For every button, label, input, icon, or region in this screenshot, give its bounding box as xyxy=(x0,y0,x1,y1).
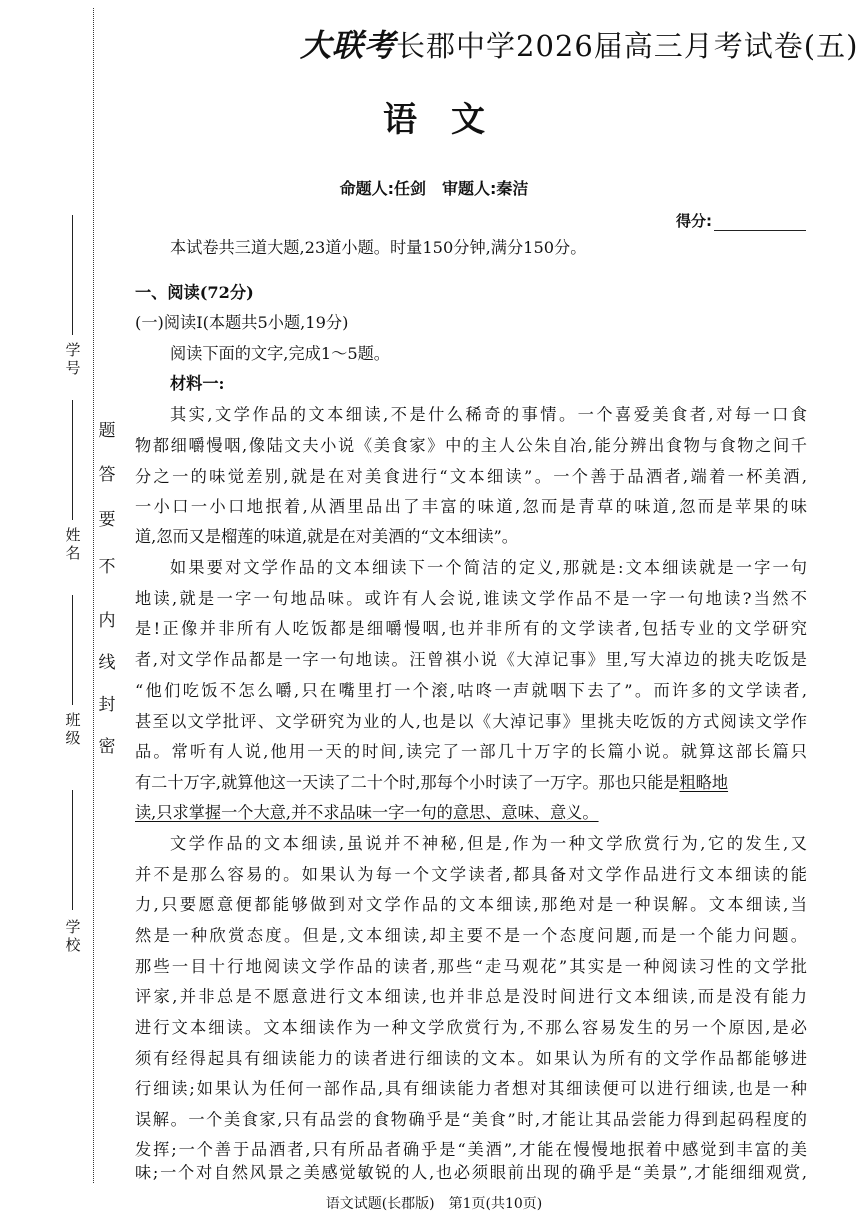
student-id-blank xyxy=(72,215,73,335)
school-blank xyxy=(72,790,73,910)
brand-logo: 大联考 xyxy=(300,28,396,64)
school-field xyxy=(62,790,84,970)
paragraph-line: 道,忽而又是榴莲的味道,就是在对美酒的“文本细读”。 xyxy=(135,527,518,546)
school-label: 学校 xyxy=(65,918,81,954)
underlined-text: 粗略地 xyxy=(679,773,729,792)
paragraph-line: 误解。一个美食家,只有品尝的食物确乎是“美食”时,才能让其品尝能力得到起码程度的 xyxy=(135,1110,807,1129)
score-box xyxy=(676,210,806,231)
paragraph-line: 其实,文学作品的文本细读,不是什么稀奇的事情。一个喜爱美食者,对每一口食 xyxy=(170,405,807,424)
seal-char: 封 xyxy=(98,695,116,715)
seal-char: 答 xyxy=(98,465,116,485)
paragraph-line: 如果要对文学作品的文本细读下一个简洁的定义,那就是:文本细读就是一字一句 xyxy=(170,558,807,577)
paragraph-line: 甚至以文学批评、文学研究为业的人,也是以《大淖记事》里挑夫吃饭的方式阅读文学作 xyxy=(135,712,807,731)
class-blank xyxy=(72,595,73,705)
intro-text: 本试卷共三道大题,23道小题。时量150分钟,满分150分。 xyxy=(170,238,587,257)
paragraph-line: 味;一个对自然风景之美感觉敏锐的人,也必须眼前出现的确乎是“美景”,才能细细观赏, xyxy=(135,1163,807,1182)
student-id-field xyxy=(62,215,84,395)
paragraph-line: 是!正像并非所有人吃饭都是细嚼慢咽,也并非所有的文学读者,包括专业的文学研究 xyxy=(135,619,807,638)
class-label: 班级 xyxy=(65,711,81,747)
paragraph-line: 地读,就是一字一句地品味。或许有人会说,谁读文学作品不是一字一句地读?当然不 xyxy=(135,589,807,608)
student-id-label: 学号 xyxy=(65,341,81,377)
seal-char: 内 xyxy=(98,611,116,631)
exam-title xyxy=(300,20,858,65)
paragraph-line: 一小口一小口地抿着,从酒里品出了丰富的味道,忽而是青草的味道,忽而是苹果的味 xyxy=(135,497,807,516)
section-heading: 一、阅读(72分) xyxy=(135,283,254,302)
page-footer: 语文试题(长郡版) 第1页(共10页) xyxy=(325,1196,543,1212)
seal-char: 不 xyxy=(98,557,116,577)
paragraph-line: 物都细嚼慢咽,像陆文夫小说《美食家》中的主人公朱自冶,能分辨出食物与食物之间千 xyxy=(135,436,807,455)
name-label: 姓名 xyxy=(65,526,81,562)
subsection-heading: (一)阅读Ⅰ(本题共5小题,19分) xyxy=(135,313,349,332)
paragraph-line: 进行文本细读。文本细读作为一种文学欣赏行为,不那么容易发生的另一个原因,是必 xyxy=(135,1018,807,1037)
seal-char: 题 xyxy=(98,421,116,441)
name-field xyxy=(62,400,84,590)
score-label: 得分: xyxy=(676,212,712,230)
paragraph-line: 者,对文学作品都是一字一句地读。汪曾祺小说《大淖记事》里,写大淖边的挑夫吃饭是 xyxy=(135,650,807,669)
paragraph-line: 品。常听有人说,他用一天的时间,读完了一部几十万字的长篇小说。就算这部长篇只 xyxy=(135,742,807,761)
score-blank[interactable] xyxy=(714,216,806,231)
underlined-line: 读,只求掌握一个大意,并不求品味一字一句的意思、意味、意义。 xyxy=(135,803,599,822)
setters-line: 命题人:任剑 审题人:秦洁 xyxy=(339,179,529,198)
paragraph-line: 文学作品的文本细读,虽说并不神秘,但是,作为一种文学欣赏行为,它的发生,又 xyxy=(170,834,807,853)
instruction-text: 阅读下面的文字,完成1～5题。 xyxy=(170,344,390,363)
seal-char: 密 xyxy=(98,737,116,757)
paragraph-line: 那些一目十行地阅读文学作品的读者,那些“走马观花”其实是一种阅读习性的文学批 xyxy=(135,957,807,976)
paragraph-line: 并不是那么容易的。如果认为每一个文学读者,都具备对文学作品进行文本细读的能 xyxy=(135,865,807,884)
line-text: 有二十万字,就算他这一天读了二十个时,那每个小时读了一万字。那也只能是 xyxy=(135,773,680,792)
paragraph-line: 评家,并非总是不愿意进行文本细读,也并非总是没时间进行文本细读,而是没有能力 xyxy=(135,987,807,1006)
exam-title-text: 长郡中学2026届高三月考试卷(五) xyxy=(396,29,859,63)
paragraph-line: 分之一的味觉差别,就是在对美食进行“文本细读”。一个善于品酒者,端着一杯美酒, xyxy=(135,467,807,486)
class-field xyxy=(62,595,84,765)
paragraph-line xyxy=(135,773,807,793)
paragraph-line: 发挥;一个善于品酒者,只有所品者确乎是“美酒”,才能在慢慢地抿着中感觉到丰富的美 xyxy=(135,1140,807,1159)
paragraph-line: 力,只要愿意便都能够做到对文学作品的文本细读,那绝对是一种误解。文本细读,当 xyxy=(135,895,807,914)
paragraph-line: 行细读;如果认为任何一部作品,具有细读能力者想对其细读便可以进行细读,也是一种 xyxy=(135,1079,807,1098)
paragraph-line: “他们吃饭不怎么嚼,只在嘴里打一个滚,咕咚一声就咽下去了”。而许多的文学读者, xyxy=(135,681,807,700)
seal-char: 线 xyxy=(98,653,116,673)
name-blank xyxy=(72,400,73,520)
paragraph-line: 须有经得起具有细读能力的读者进行细读的文本。如果认为所有的文学作品都能够进 xyxy=(135,1049,807,1068)
paragraph-line: 然是一种欣赏态度。但是,文本细读,却主要不是一个态度问题,而是一个能力问题。 xyxy=(135,926,807,945)
material-label: 材料一: xyxy=(170,374,225,393)
subject-title: 语 文 xyxy=(383,100,485,140)
seal-char: 要 xyxy=(98,510,116,530)
